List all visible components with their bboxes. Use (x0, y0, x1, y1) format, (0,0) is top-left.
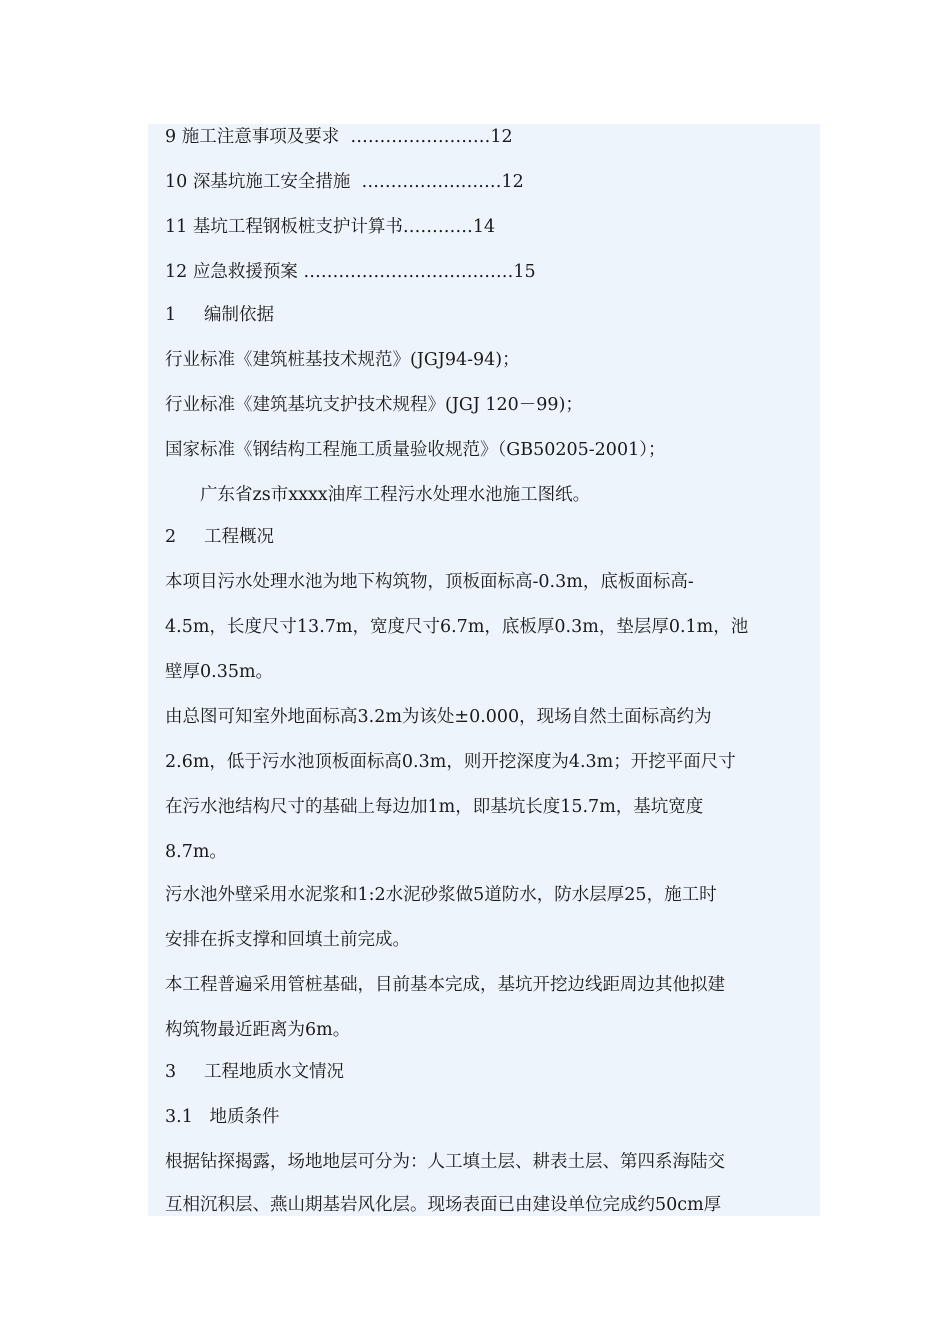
reference-item: 行业标准《建筑基坑支护技术规程》(JGJ 120－99)； (165, 395, 583, 415)
toc-entry-12: 12 应急救援预案 ………………………………15 (165, 262, 536, 282)
paragraph-line: 4.5m，长度尺寸13.7m，宽度尺寸6.7m，底板厚0.3m，垫层厚0.1m，池 (165, 617, 749, 637)
section-heading-1: 1 编制依据 (165, 305, 274, 325)
toc-entry-11: 11 基坑工程钢板桩支护计算书…………14 (165, 217, 496, 237)
paragraph-line: 壁厚0.35m。 (165, 662, 274, 682)
toc-entry-10: 10 深基坑施工安全措施 ……………………12 (165, 172, 524, 192)
paragraph-line: 互相沉积层、燕山期基岩风化层。现场表面已由建设单位完成约50cm厚 (165, 1195, 722, 1215)
paragraph-line: 安排在拆支撑和回填土前完成。 (165, 930, 410, 950)
subsection-heading-3-1: 3.1 地质条件 (165, 1107, 280, 1127)
section-heading-2: 2 工程概况 (165, 527, 274, 547)
paragraph-line: 根据钻探揭露，场地地层可分为：人工填土层、耕表土层、第四系海陆交 (165, 1152, 725, 1172)
section-heading-3: 3 工程地质水文情况 (165, 1062, 344, 1082)
reference-item: 国家标准《钢结构工程施工质量验收规范》（GB50205-2001）； (165, 440, 666, 460)
paragraph-line: 本工程普遍采用管桩基础，目前基本完成，基坑开挖边线距周边其他拟建 (165, 975, 725, 995)
paragraph-line: 构筑物最近距离为6m。 (165, 1020, 351, 1040)
reference-item: 广东省zs市xxxx油库工程污水处理水池施工图纸。 (200, 485, 591, 505)
toc-entry-9: 9 施工注意事项及要求 ……………………12 (165, 127, 513, 147)
paragraph-line: 2.6m，低于污水池顶板面标高0.3m，则开挖深度为4.3m；开挖平面尺寸 (165, 752, 736, 772)
paragraph-line: 由总图可知室外地面标高3.2m为该处±0.000，现场自然土面标高约为 (165, 707, 712, 727)
reference-item: 行业标准《建筑桩基技术规范》(JGJ94-94)； (165, 350, 520, 370)
paragraph-line: 在污水池结构尺寸的基础上每边加1m，即基坑长度15.7m，基坑宽度 (165, 797, 704, 817)
paragraph-line: 8.7m。 (165, 842, 227, 862)
paragraph-line: 本项目污水处理水池为地下构筑物，顶板面标高-0.3m，底板面标高- (165, 572, 694, 592)
paragraph-line: 污水池外壁采用水泥浆和1:2水泥砂浆做5道防水，防水层厚25，施工时 (165, 885, 717, 905)
